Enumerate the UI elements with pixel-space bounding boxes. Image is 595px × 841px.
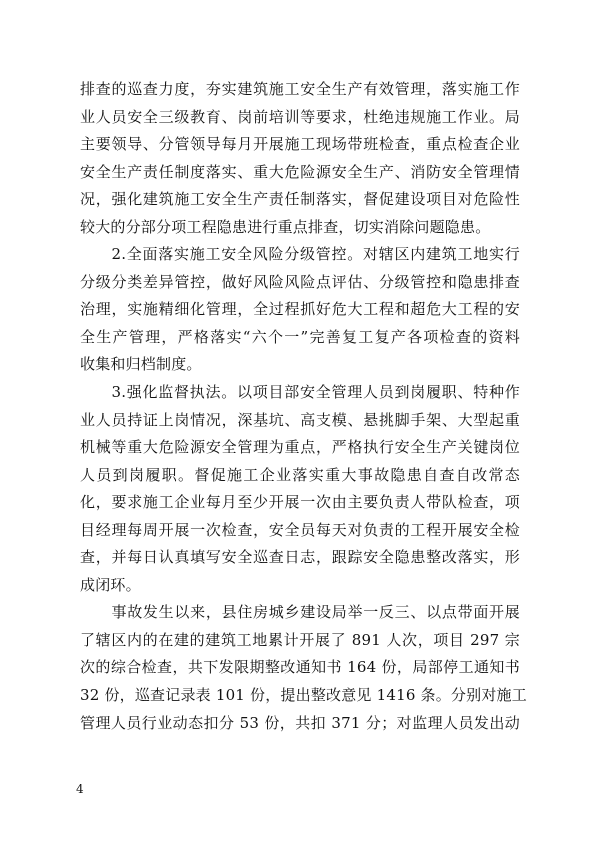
text-line: 事故发生以来，县住房城乡建设局举一反三、以点带面开展 bbox=[80, 603, 520, 622]
text-line: 了辖区内的在建的建筑工地累计开展了 891 人次，项目 297 宗 bbox=[80, 630, 520, 649]
text-line: 成闭环。 bbox=[80, 575, 141, 594]
page-number: 4 bbox=[76, 782, 84, 796]
text-line: 全生产管理，严格落实“六个一”完善复工复产各项检查的资料 bbox=[80, 327, 520, 346]
text-line: 人员到岗履职。督促施工企业落实重大事故隐患自查自改常态 bbox=[80, 465, 520, 484]
text-line: 治理，实施精细化管理，全过程抓好危大工程和超危大工程的安 bbox=[80, 300, 520, 319]
text-line: 收集和归档制度。 bbox=[80, 355, 202, 374]
text-line: 化，要求施工企业每月至少开展一次由主要负责人带队检查，项 bbox=[80, 493, 520, 512]
text-line: 管理人员行业动态扣分 53 份，共扣 371 分；对监理人员发出动 bbox=[80, 713, 520, 732]
text-line: 况，强化建筑施工安全生产责任制落实，督促建设项目对危险性 bbox=[80, 190, 520, 209]
text-line: 安全生产责任制度落实、重大危险源安全生产、消防安全管理情 bbox=[80, 162, 520, 181]
text-line: 排查的巡查力度，夯实建筑施工安全生产有效管理，落实施工作 bbox=[80, 80, 520, 98]
text-line: 查，并每日认真填写安全巡查日志，跟踪安全隐患整改落实，形 bbox=[80, 548, 520, 567]
text-line: 主要领导、分管领导每月开展施工现场带班检查，重点检查企业 bbox=[80, 135, 520, 154]
text-line: 业人员持证上岗情况，深基坑、高支模、悬挑脚手架、大型起重 bbox=[80, 410, 520, 429]
text-line: 3.强化监督执法。以项目部安全管理人员到岗履职、特种作 bbox=[80, 383, 520, 402]
text-line: 32 份，巡查记录表 101 份，提出整改意见 1416 条。分别对施工 bbox=[80, 686, 527, 705]
text-line: 较大的分部分项工程隐患进行重点排查，切实消除问题隐患。 bbox=[80, 217, 491, 236]
text-line: 业人员安全三级教育、岗前培训等要求，杜绝违规施工作业。局 bbox=[80, 107, 520, 126]
text-line: 分级分类差异管控，做好风险风险点评估、分级管控和隐患排查 bbox=[80, 272, 520, 291]
text-line: 次的综合检查，共下发限期整改通知书 164 份，局部停工通知书 bbox=[80, 658, 520, 677]
body-text bbox=[80, 76, 527, 737]
text-line: 机械等重大危险源安全管理为重点，严格执行安全生产关键岗位 bbox=[80, 438, 520, 457]
text-line: 2.全面落实施工安全风险分级管控。对辖区内建筑工地实行 bbox=[80, 245, 520, 264]
text-line: 目经理每周开展一次检查，安全员每天对负责的工程开展安全检 bbox=[80, 520, 520, 539]
